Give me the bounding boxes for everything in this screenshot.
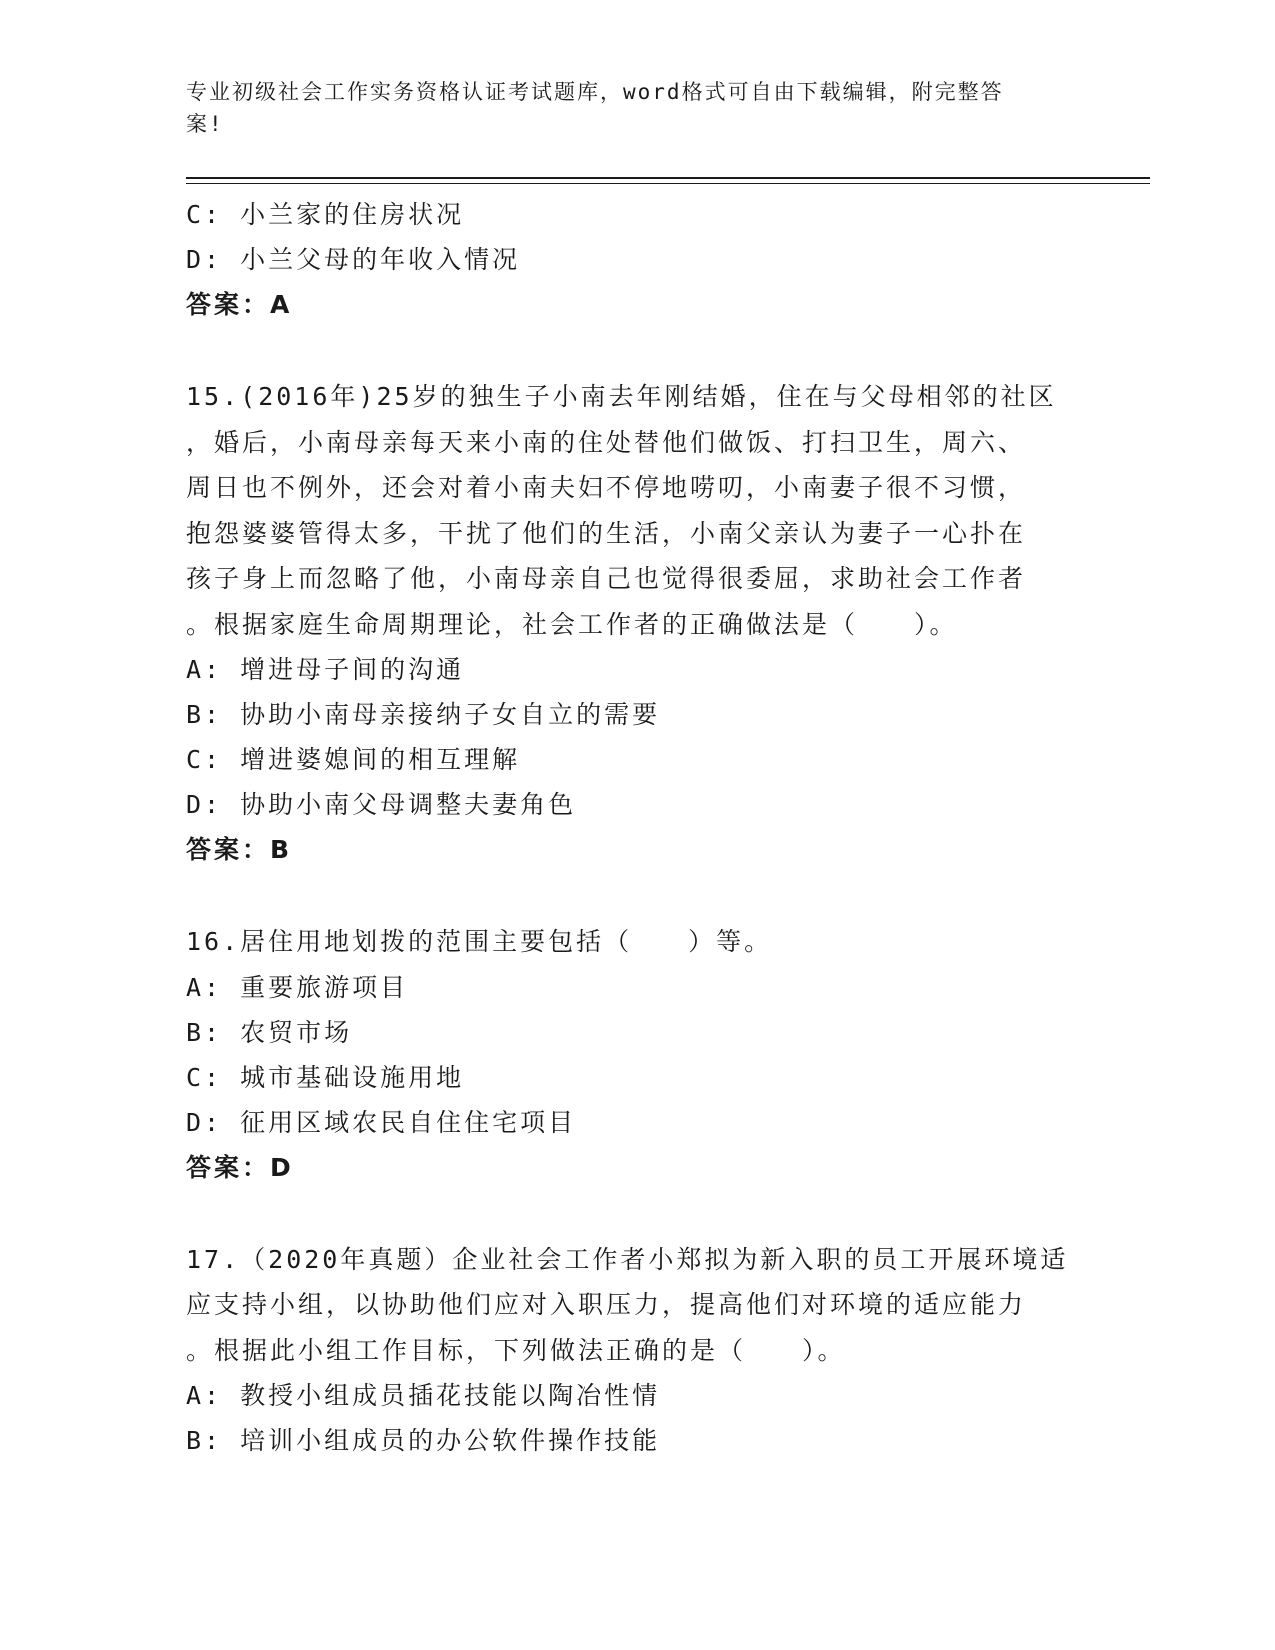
- question-stem-line: 。根据家庭生命周期理论，社会工作者的正确做法是（ ）。: [186, 609, 958, 639]
- question-stem-line: 。根据此小组工作目标，下列做法正确的是（ ）。: [186, 1335, 846, 1365]
- option-c: C: 小兰家的住房状况: [186, 200, 465, 229]
- prev-question-block: [186, 192, 1086, 327]
- answer-line: 答案：B: [186, 835, 293, 864]
- spacer: [186, 327, 1086, 374]
- option-c: C: 增进婆媳间的相互理解: [186, 745, 521, 774]
- option-c: C: 城市基础设施用地: [186, 1062, 465, 1092]
- question-stem-line: 孩子身上而忽略了他，小南母亲自己也觉得很委屈，求助社会工作者: [186, 564, 1027, 593]
- option-a: A: 增进母子间的沟通: [186, 655, 465, 684]
- option-a: A: 重要旅游项目: [186, 972, 409, 1002]
- option-d: D: 协助小南父母调整夫妻角色: [186, 790, 577, 819]
- header-divider: [186, 177, 1150, 179]
- question-stem-line: 16.居住用地划拨的范围主要包括（ ）等。: [186, 927, 773, 956]
- question-content: [186, 192, 1086, 1463]
- option-b: B: 农贸市场: [186, 1017, 353, 1047]
- option-b: B: 培训小组成员的办公软件操作技能: [186, 1426, 661, 1455]
- spacer: [186, 1190, 1086, 1237]
- question-15: [186, 374, 1086, 872]
- answer-line: 答案：D: [186, 1152, 294, 1182]
- question-stem-line: 抱怨婆婆管得太多，干扰了他们的生活，小南父亲认为妻子一心扑在: [186, 518, 1027, 548]
- question-16: [186, 919, 1086, 1190]
- question-stem-line: 应支持小组，以协助他们应对入职压力，提高他们对环境的适应能力: [186, 1290, 1027, 1319]
- question-stem-line: 周日也不例外，还会对着小南夫妇不停地唠叨，小南妻子很不习惯，: [186, 473, 1027, 502]
- option-b: B: 协助小南母亲接纳子女自立的需要: [186, 700, 661, 729]
- question-stem-line: 15.(2016年)25岁的独生子小南去年刚结婚，住在与父母相邻的社区: [186, 382, 1057, 411]
- header-line-1: 专业初级社会工作实务资格认证考试题库，word格式可自由下载编辑，附完整答: [186, 80, 1004, 104]
- question-stem-line: 17.（2020年真题）企业社会工作者小郑拟为新入职的员工开展环境适: [186, 1244, 1069, 1274]
- option-a: A: 教授小组成员插花技能以陶冶性情: [186, 1381, 661, 1410]
- header-line-2: 案!: [186, 112, 224, 136]
- header-divider-thin: [186, 183, 1150, 184]
- question-stem-line: ，婚后，小南母亲每天来小南的住处替他们做饭、打扫卫生，周六、: [186, 427, 1027, 457]
- option-d: D: 小兰父母的年收入情况: [186, 245, 521, 274]
- page-header: [186, 76, 1066, 140]
- spacer: [186, 872, 1086, 919]
- question-17: [186, 1237, 1086, 1464]
- option-d: D: 征用区域农民自住住宅项目: [186, 1107, 577, 1137]
- answer-line: 答案：A: [186, 290, 293, 319]
